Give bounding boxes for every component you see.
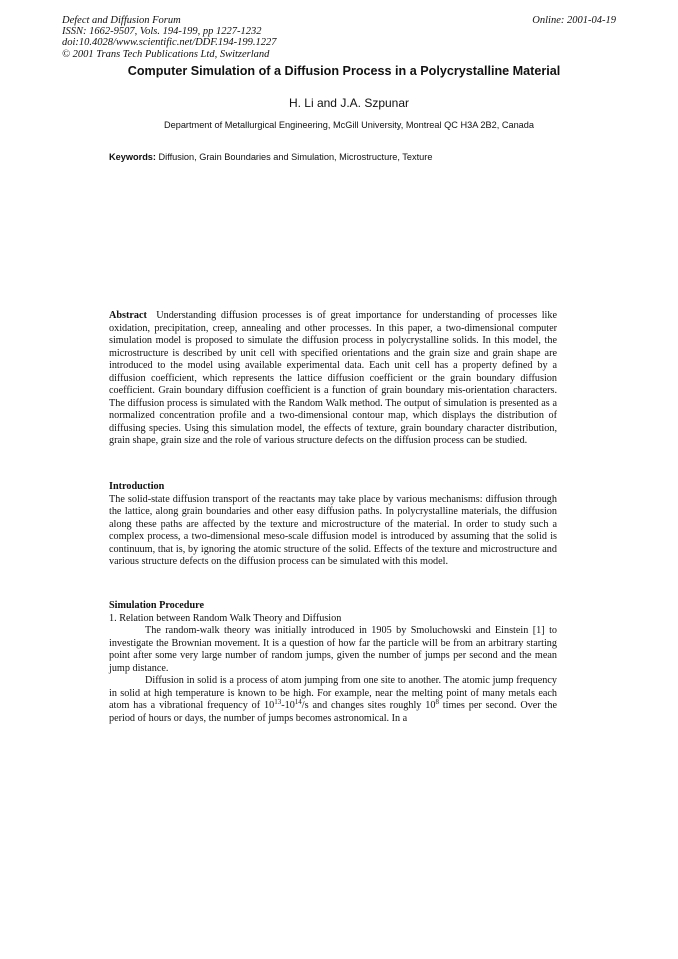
- abstract-label: Abstract: [109, 310, 147, 321]
- paper-title: Computer Simulation of a Diffusion Process in a Polycrystalline Material: [127, 64, 561, 78]
- simulation-paragraph-1: The random-walk theory was initially introduced in 1905 by Smoluchowski and Einstein [1] to investigate the Brownian movement. It is a question of how far the particle will be from an arbitrary starting point after some very large number of random jumps, given the number of jumps per second and the mean jump distance.: [109, 625, 557, 674]
- doi-line: doi:10.4028/www.scientific.net/DDF.194-199.1227: [62, 37, 277, 49]
- authors: H. Li and J.A. Szpunar: [288, 96, 410, 110]
- simulation-subheading: 1. Relation between Random Walk Theory and Diffusion: [109, 612, 342, 624]
- simulation-paragraph-2: Diffusion in solid is a process of atom jumping from one site to another. The atomic jump frequency in solid at high temperature is known to be high. For example, near the melting point of many metals each atom has a vibrational frequency of $10^{13}-10^{14}/s$ and changes sites roughly $10^8$ times per second. Over the period of hours or days, the number of jumps becomes astronomical. In a: [109, 675, 557, 724]
- running-header: [62, 15, 277, 60]
- keywords-text: Diffusion, Grain Boundaries and Simulation, Microstructure, Texture: [158, 152, 433, 162]
- journal-name: Defect and Diffusion Forum: [62, 15, 181, 26]
- affiliation: Department of Metallurgical Engineering, McGill University, Montreal QC H3A 2B2, Canada: [163, 120, 535, 130]
- abstract-text: Understanding diffusion processes is of great importance for understanding of processes like oxidation, precipitation, creep, annealing and other processes. In this paper, a two-dimensional computer simulation model is proposed to simulate the diffusion process in polycrystalline solids. In this model, the microstructure is described by unit cell with specified orientations and the grain size and grain shape are introduced to the model using available experimental data. Each unit cell has a property defined by a diffusion coefficient, which represents the lattice diffusion coefficient or the grain boundary diffusion coefficient. Grain boundary diffusion coefficient is a function of grain boundary mis-orientation characters. The diffusion process is simulated with the Random Walk method. The output of simulation is presented as a normalized concentration profile and a two-dimensional contour map, which displays the distribution of diffusing species. Using this simulation model, the effects of texture, grain boundary character distribution, grain shape, grain size and the role of various structure defects on the diffusion process can be studied.: [109, 310, 558, 446]
- abstract: [109, 310, 557, 448]
- issn-line: ISSN: 1662-9507, Vols. 194-199, pp 1227-1232: [62, 26, 262, 38]
- keywords: [109, 152, 432, 162]
- copyright-line: © 2001 Trans Tech Publications Ltd, Switzerland: [62, 48, 270, 60]
- introduction-heading: Introduction: [109, 481, 165, 492]
- introduction-text: The solid-state diffusion transport of the reactants may take place by various mechanisms: diffusion through the lattice, along grain boundaries and other easy diffusion paths. In polycrystalline materials, the diffusion along these paths are affected by the texture and microstructure of the material. In order to study such a complex process, a two-dimensional meso-scale diffusion model is introduced by assuming that the solid is continuum, that is, by ignoring the atomic structure of the solid. Effects of the texture and microstructure and various structure defects on the diffusion process can be simulated with this model.: [109, 493, 557, 567]
- introduction-section: [109, 481, 557, 569]
- keywords-label: Keywords:: [109, 152, 156, 162]
- online-date: Online: 2001-04-19: [532, 15, 616, 26]
- simulation-heading: Simulation Procedure: [109, 600, 204, 611]
- simulation-section: [109, 600, 557, 725]
